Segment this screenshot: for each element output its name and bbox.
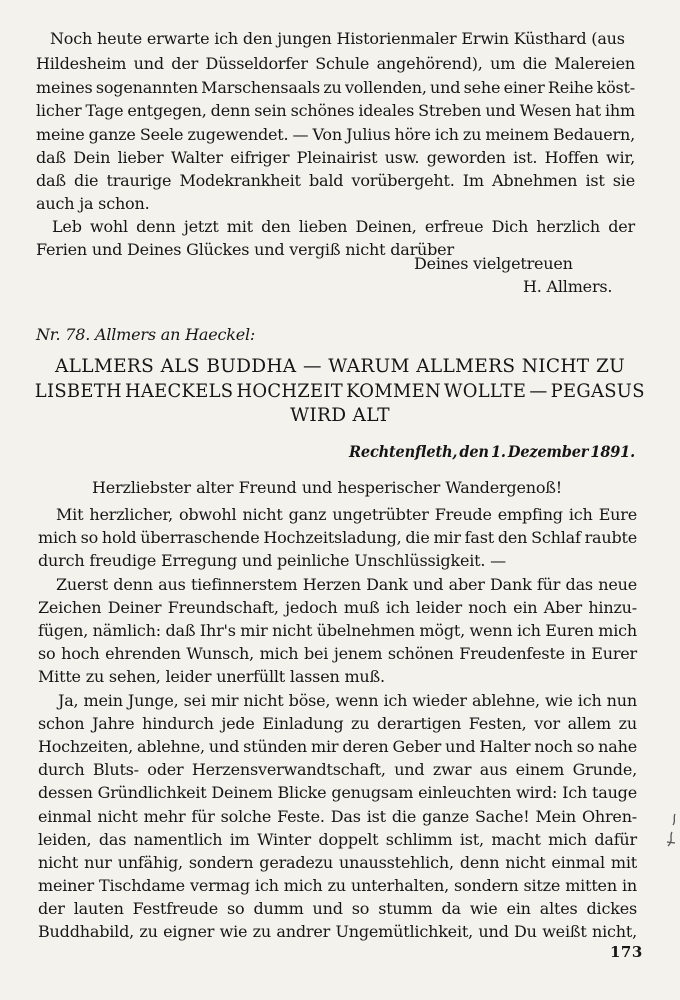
text-line: Hochzeiten, ablehne, und stünden mir deren Geber und Halter noch so nahe — [38, 737, 637, 756]
text-line: daß die traurige Modekrankheit bald vorübergeht. Im Abnehmen ist sie — [36, 171, 635, 190]
text-line: meine ganze Seele zugewendet. — Von Julius höre ich zu meinem Bedauern, — [36, 125, 635, 144]
text-line: meiner Tischdame vermag ich mich zu unterhalten, sondern sitze mitten in — [38, 876, 637, 895]
text-line: nicht nur unfähig, sondern geradezu unausstehlich, denn nicht einmal mit — [38, 853, 637, 872]
text-line: Zeichen Deiner Freundschaft, jedoch muß ich leider noch ein Aber hinzu- — [38, 598, 637, 617]
letter-title: WIRD ALT — [290, 405, 390, 426]
letter-number: Nr. 78. Allmers an Haeckel: — [36, 325, 256, 344]
text-line: durch Bluts- oder Herzensverwandtschaft, und zwar aus einem Grunde, — [38, 760, 637, 779]
text-line: Noch heute erwarte ich den jungen Historienmaler Erwin Küsthard (aus — [50, 29, 625, 48]
text-line: licher Tage entgegen, denn sein schönes ideales Streben und Wesen hat ihm — [36, 101, 635, 120]
text-line: Zuerst denn aus tiefinnerstem Herzen Dank und aber Dank für das neue — [56, 575, 637, 594]
text-line: einmal nicht mehr für solche Feste. Das ist die ganze Sache! Mein Ohren- — [38, 807, 637, 826]
text-line: so hoch ehrenden Wunsch, mich bei jenem schönen Freudenfeste in Eurer — [38, 644, 637, 663]
text-line: fügen, nämlich: daß Ihr's mir nicht übelnehmen mögt, wenn ich Euren mich — [38, 621, 637, 640]
page-number: 173 — [610, 943, 643, 961]
text-line: Ja, mein Junge, sei mir nicht böse, wenn ich wieder ablehne, wie ich nun — [58, 691, 637, 710]
text-line: Leb wohl denn jetzt mit den lieben Deinen, erfreue Dich herzlich der — [52, 217, 635, 236]
salutation: Herzliebster alter Freund und hesperischer Wandergenoß! — [92, 478, 562, 497]
text-line: auch ja schon. — [36, 194, 150, 213]
text-line: dessen Gründlichkeit Deinem Blicke genugsam einleuchten wird: Ich tauge — [38, 783, 637, 802]
text-line: daß Dein lieber Walter eifriger Pleinairist usw. geworden ist. Hoffen wir, — [36, 148, 635, 167]
letter-signature: H. Allmers. — [523, 277, 613, 296]
text-line: Ferien und Deines Glückes und vergiß nicht darüber — [36, 240, 454, 259]
text-line: leiden, das namentlich im Winter doppelt schlimm ist, macht mich dafür — [38, 830, 637, 849]
text-line: durch freudige Erregung und peinliche Unschlüssigkeit. — — [38, 551, 506, 570]
letter-closing: Deines vielgetreuen — [414, 254, 573, 273]
text-line: meines sogenannten Marschensaals zu vollenden, und sehe einer Reihe köst- — [36, 78, 635, 97]
text-line: Mit herzlicher, obwohl nicht ganz ungetrübter Freude empfing ich Eure — [56, 505, 637, 524]
text-line: Hildesheim und der Düsseldorfer Schule angehörend), um die Malereien — [36, 54, 635, 73]
text-line: schon Jahre hindurch jede Einladung zu derartigen Festen, vor allem zu — [38, 714, 637, 733]
margin-pencil-mark — [666, 812, 678, 852]
letter-title: LISBETH HAECKELS HOCHZEIT KOMMEN WOLLTE — PEGASUS — [34, 381, 645, 402]
text-line: Mitte zu sehen, leider unerfüllt lassen muß. — [38, 667, 385, 686]
text-line: Buddhabild, zu eigner wie zu andrer Ungemütlichkeit, und Du weißt nicht, — [38, 922, 637, 941]
place-date: Rechtenfleth, den 1. Dezember 1891. — [349, 442, 635, 461]
text-line: der lauten Festfreude so dumm und so stumm da wie ein altes dickes — [38, 899, 637, 918]
letter-title: ALLMERS ALS BUDDHA — WARUM ALLMERS NICHT ZU — [55, 356, 625, 377]
text-line: mich so hold überraschende Hochzeitsladung, die mir fast den Schlaf raubte — [38, 528, 637, 547]
